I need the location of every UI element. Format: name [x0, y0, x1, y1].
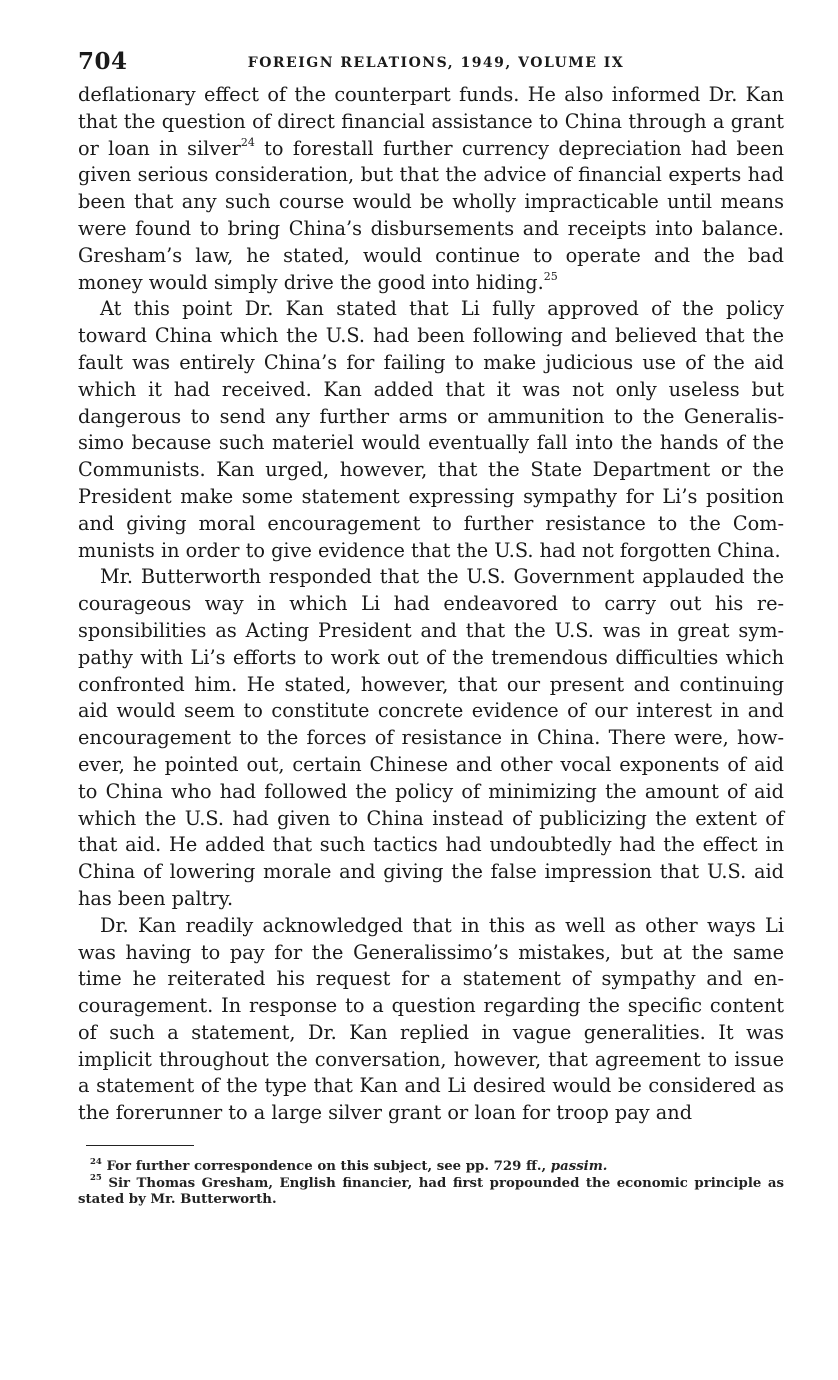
- paragraph-3: Mr. Butterworth responded that the U.S. Government applauded the courageous way in which Li had endeavored to carry out his responsibilities as Acting President and that the U.S. was in great sympathy with Li’s efforts to work out of the tremendous difficulties which confronted him. He stated, however, that our present and continuing aid would seem to constitute concrete evidence of our interest in and encouragement to the forces of resistance in China. There were, however, he pointed out, certain Chinese and other vocal exponents of aid to China who had followed the policy of minimizing the amount of aid which the U.S. had given to China instead of publicizing the extent of that aid. He added that such tactics had undoubtedly had the effect in China of lowering morale and giving the false impression that U.S. aid has been paltry.: [78, 565, 784, 910]
- page-number: 704: [78, 48, 128, 75]
- footnotes: [78, 1156, 784, 1209]
- running-header: [78, 48, 784, 82]
- footnote-24: [78, 1156, 784, 1176]
- footnote-text: For further correspondence on this subject, see pp. 729 ff.,: [101, 1159, 551, 1175]
- footnote-ref-25: 25: [543, 270, 558, 284]
- footnote-ref-24: 24: [240, 136, 255, 150]
- footnote-mark: 24: [90, 1156, 102, 1167]
- footnote-divider: [86, 1145, 194, 1146]
- footnote-italic: passim.: [550, 1159, 608, 1175]
- footnote-text: Sir Thomas Gresham, English financier, had first propounded the economic principle as stated by Mr. Butterworth.: [78, 1175, 784, 1208]
- body-text: [78, 82, 784, 1127]
- footnote-25: [78, 1173, 784, 1209]
- running-title: FOREIGN RELATIONS, 1949, VOLUME IX: [247, 55, 625, 71]
- paragraph-1-text-b: to forestall further currency depreciation had been given serious consideration, but that the advice of financial experts had been that any such course would be wholly impracticable until means were found to bring China’s disbursements and receipts into balance. Gresham’s law, he stated, would continue to operate and the bad money would simply drive the good into hiding.: [78, 136, 784, 294]
- paragraph-1: [78, 82, 784, 296]
- footnote-mark: 25: [90, 1173, 102, 1184]
- document-page: [78, 48, 784, 1209]
- paragraph-2: At this point Dr. Kan stated that Li fully approved of the policy toward China which the U.S. had been following and believed that the fault was entirely China’s for failing to make judicious use of the aid which it had received. Kan added that it was not only useless but dangerous to send any further arms or ammunition to the Generalissimo because such materiel would eventually fall into the hands of the Communists. Kan urged, however, that the State Department or the President make some statement expressing sympathy for Li’s position and giving moral encouragement to further resistance to the Communists in order to give evidence that the U.S. had not forgotten China.: [78, 297, 784, 562]
- paragraph-1-text-a: deflationary effect of the counterpart funds. He also informed Dr. Kan that the question of direct financial assistance to China through a grant or loan in silver: [78, 83, 784, 160]
- paragraph-4: Dr. Kan readily acknowledged that in this as well as other ways Li was having to pay for the Generalissimo’s mistakes, but at the same time he reiterated his request for a statement of sympathy and encouragement. In response to a question regarding the specific content of such a statement, Dr. Kan replied in vague generalities. It was implicit throughout the conversation, however, that agreement to issue a statement of the type that Kan and Li desired would be considered as the forerunner to a large silver grant or loan for troop pay and: [78, 913, 784, 1125]
